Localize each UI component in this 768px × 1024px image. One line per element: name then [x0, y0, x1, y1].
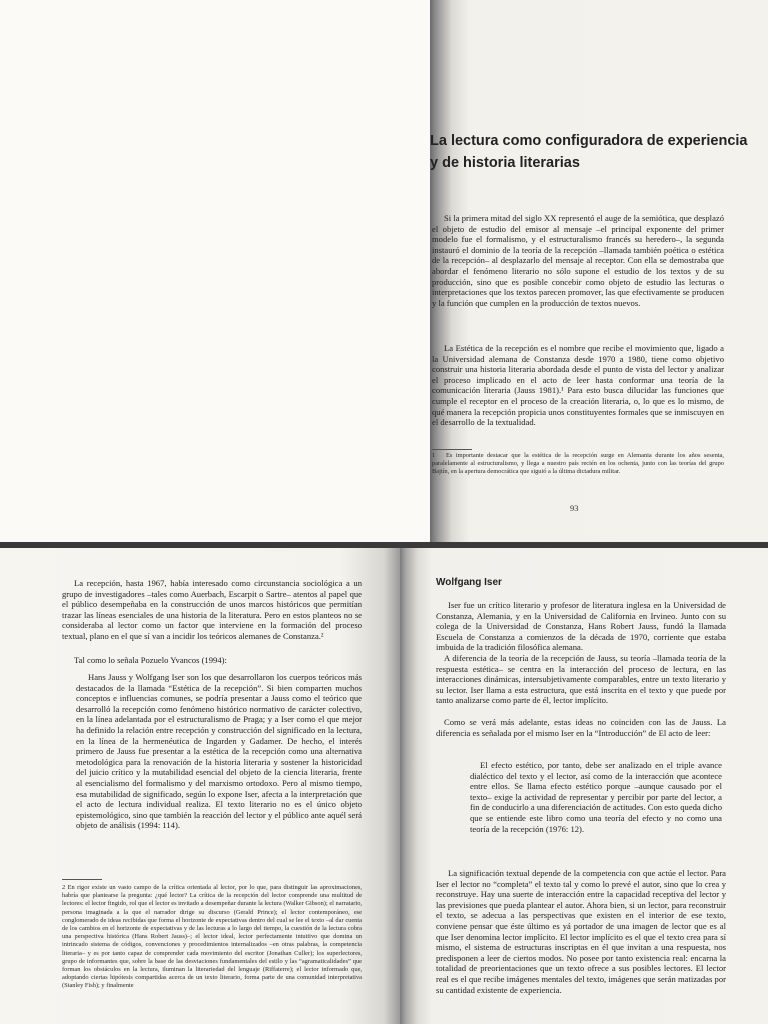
paragraph-reception-aesthetics: La Estética de la recepción es el nombre que recibe el movimiento que, ligado a la Universidad alemana de Constanza desde 1970 a 1980, tiene como objetivo construir una historia literaria abordada desde el punto de vista del lector y analizar el proceso implicado en el acto de leer hasta conformar una teoría de la comunicación literaria (Jauss 1981).¹ Para esto busca dilucidar las funciones que cumple el receptor en el proceso de la creación literaria, o, lo que es lo mismo, de qué manera la recepción propicia unos constituyentes formales que se inmiscuyen en el desarrollo de la textualidad.: [432, 343, 724, 428]
chapter-title: La lectura como configuradora de experiencia y de historia literarias: [430, 133, 748, 171]
spread-divider: [0, 542, 768, 548]
paragraph-semiotics: Si la primera mitad del siglo XX representó el auge de la semiótica, que desplazó el objeto de estudio del emisor al mensaje –el principal exponente del primer modelo fue el formalismo, y el estructuralismo francés su heredero–, la segunda instauró el dominio de la teoría de la recepción –llamada también poética o estética de la recepción– al desplazarlo del mensaje al receptor. Con ella se demostraba que abordar el fenómeno literario no sólo supone el estudio de los textos y de su producción, sino que es posible concebir como objeto de estudio las lecturas o interpretaciones que los textos parecen promover, las que efectivamente se producen y la función que cumplen en la producción de textos nuevos.: [432, 213, 724, 308]
paragraph-implied-reader: La significación textual depende de la competencia con que actúe el lector. Para Iser el lector no “completa” el texto tal y como lo prevé el autor, sino que lo crea y reconstruye. Hay una suerte de interacción entre la capacidad receptiva del lector y las previsiones que pueda plantear el autor. Ahora bien, si un lector, para reconstruir el texto, se adecua a las perspectivas que existen en el interior de ese texto, conviene pensar que éste último es yá portador de una imagen de lector que es al que Iser denomina lector implícito. El lector implícito es el que el texto crea para sí mismo, el sistema de estructuras inscriptas en él que invitan a una respuesta, nos predisponen a leer de ciertos modos. No posee por tanto existencia real: encarna la totalidad de preorientaciones que un texto ofrece a sus posibles lectores. El lector real es el que recibe imágenes mentales del texto, imágenes que serán matizadas por su cantidad existente de experiencia.: [436, 868, 726, 995]
block-quote-pozuelo: Hans Jauss y Wolfgang Iser son los que desarrollaron los cuerpos teóricos más destacados de la llamada “Estética de la recepción”. Si bien comparten muchos conceptos e influencias comunes, se podría presentar a Jauss como el teórico que desarrolló la recepción como fenómeno histórico normativo de carácter colectivo, en la línea adelantada por el estructuralismo de Praga; y a Iser como el que mejor ha definido la relación entre recepción y construcción del significado en la lectura, en la línea de la hermenéutica de Ingarden y Gadamer. De hecho, el interés primero de Jauss fue presentar a la estética de la recepción como una alternativa metodológica para la renovación de la historia literaria y sostener la historicidad del juicio crítico y la mutabilidad esencial del objeto de la ciencia literaria, frente al esencialismo del formalismo y del marxismo ortodoxo. Pero al mismo tiempo, esa mutabilidad de significado, según lo expone Iser, afecta a la interpretación que el acto de lectura individual realiza. El texto literario no es el único objeto epistemológico, sino que también la reacción del lector y el público ante aquél será objeto de análisis (1994: 114).: [76, 672, 362, 831]
footnote-number: 1: [432, 452, 436, 459]
footnote-rule: [432, 449, 472, 450]
blank-page-top-left: [0, 0, 430, 545]
paragraph-iser-bio: Iser fue un crítico literario y profesor de literatura inglesa en la Universidad de Constanza, Alemania, y en la Universidad de California en Irvineo. Junto con su colega de la Universidad de Constanza, Hans Robert Jauss, fundó la llamada Escuela de Constanza a comienzos de la década de 1970, corriente que estaba imbuida de la tradición filosófica alemana.: [436, 600, 726, 653]
page-number: 93: [570, 503, 579, 513]
footnote-1: [432, 452, 724, 477]
paragraph-reception-1967: La recepción, hasta 1967, había interesado como circunstancia sociológica a un grupo de investigadores –tales como Auerbach, Escarpit o Sartre– atentos al papel que el público desempeñaba en la construcción de unos marcos históricos que permitían trazar las líneas esenciales de una historia de la literatura. Pero en estos planteos no se consideraba al lector como un factor que interviene en la formación del proceso textual, plano en el que sí van a incidir los teóricos alemanes de Constanza.²: [62, 578, 362, 641]
section-title: Wolfgang Iser: [436, 577, 502, 588]
paragraph-iser-theory: A diferencia de la teoría de la recepción de Jauss, su teoría –llamada teoría de la respuesta estética– se centra en la interacción del proceso de lectura, en las interacciones dinámicas, intersubjetivamente comparables, entre un texto literario y su lector. Iser llama a esta estructura, que está inscrita en el texto y que puede por tanto analizarse como parte de él, lector implícito.: [436, 653, 726, 706]
footnote-text: Es importante destacar que la estética de la recepción surge en Alemania durante los años sesenta, paralelamente al estructuralismo, y llega a nuestro país recién en los ochenta, junto con las teorías del grupo Bajtín, en la apertura democrática que siguió a la última dictadura militar.: [432, 452, 724, 476]
block-quote-iser: El efecto estético, por tanto, debe ser analizado en el triple avance dialéctico del texto y el lector, así como de la interacción que acontece entre ellos. Se llama efecto estético porque –aunque causado por el texto– exige la actividad de representar y percibir por parte del lector, a fin de conducirlo a una diferenciación de actitudes. Con esto queda dicho que se entiende este libro como una teoría del efecto y no como una teoría de la recepción (1976: 12).: [470, 760, 722, 834]
footnote-rule: [62, 879, 102, 880]
footnote-2: 2 En rigor existe un vasto campo de la crítica orientada al lector, por lo que, para distinguir las aproximaciones, habría que plantearse la pregunta: ¿qué lector? La crítica de la recepción del lector comprende una multitud de lectores: el lector fingido, rol que el lector es invitado a desempeñar durante la lectura (Walker Gibson); el narratario, persona imaginada a la que el narrador dirige su discurso (Gerald Prince); el lector contemporáneo, ese conglomerado de ideas recibidas que forma el horizonte de expectativas dentro del cual se lee el texto –al dar cuenta de los cambios en el horizonte de expectativas y de las lecturas a lo largo del tiempo, la cuestión de la lectura cobra una perspectiva histórica (Hans Robert Jauss)–; el lector ideal, lector perfectamente intuitivo que domina un intrincado sistema de códigos, convenciones y procedimientos internalizados –en otras palabras, la competencia literaria– y es por tanto capaz de comprender cada movimiento del escritor (Jonathan Culler); los superlectores, grupo de informantes que, sobre la base de las desviaciones fundamentales del estilo y las “agramaticalidades” que forman los obstáculos en la lectura, iluminan la literariedad del lenguaje (Riffaterre); el lector informado que, adoptando ciertas hipótesis compartidas acerca de un texto literario, forma parte de una comunidad interpretativa (Stanley Fish); y finalmente: [62, 884, 362, 990]
paragraph-iser-jauss-difference: Como se verá más adelante, estas ideas no coinciden con las de Jauss. La diferencia es señalada por el mismo Iser en la “Introducción” de El acto de leer:: [436, 717, 726, 738]
paragraph-pozuelo: Tal como lo señala Pozuelo Yvancos (1994):: [74, 655, 227, 665]
